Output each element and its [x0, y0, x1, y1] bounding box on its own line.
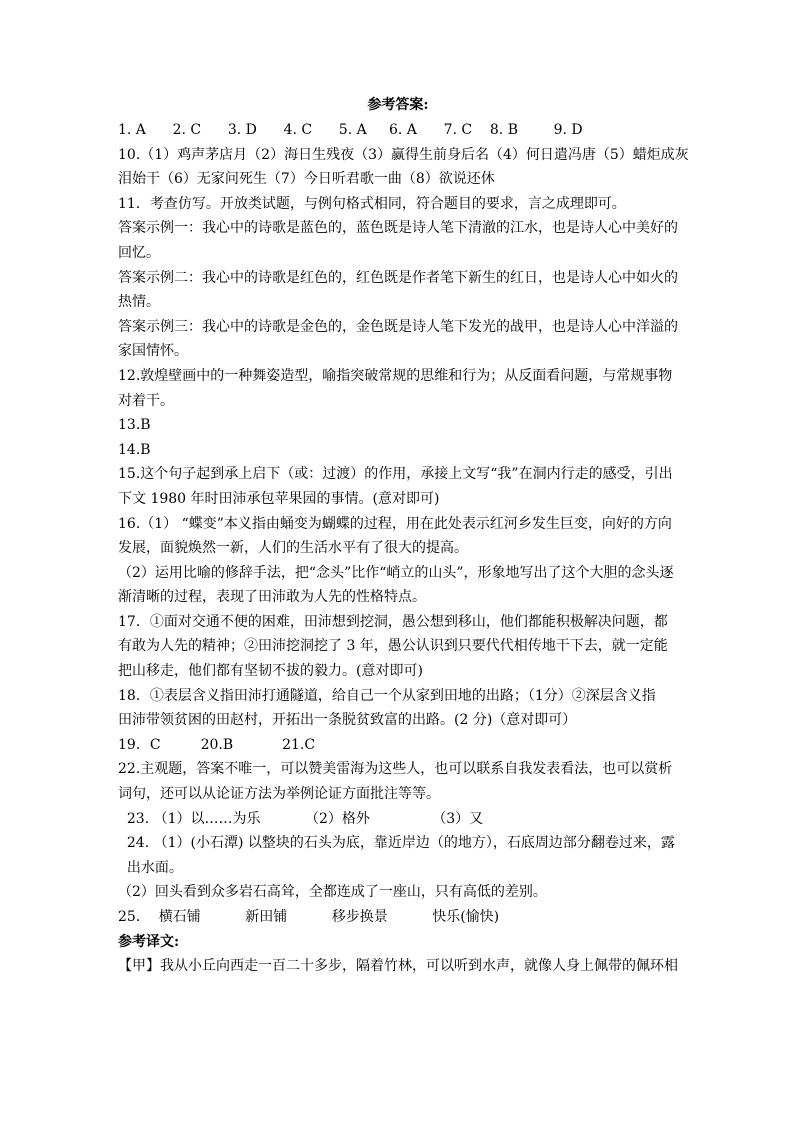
- answer-line: 1. A 2. C 3. D 4. C 5. A 6. A 7. C 8. B 9. D: [118, 122, 583, 138]
- answer-line: 11．考查仿写。开放类试题，与例句格式相同，符合题目的要求，言之成理即可。: [118, 195, 626, 212]
- answer-line: 12.敦煌壁画中的一种舞姿造型，喻指突破常规的思维和行为；从反面看问题，与常规事物: [118, 367, 673, 384]
- page-title: 参考答案:: [367, 97, 429, 113]
- answer-line: 答案示例一：我心中的诗歌是蓝色的，蓝色既是诗人笔下清澈的江水，也是诗人心中美好的: [118, 220, 678, 237]
- answer-line: 10.（1）鸡声茅店月（2）海日生残夜（3）赢得生前身后名（4）何日遣冯唐（5）蜡炬成灰: [118, 146, 689, 163]
- answer-line: 回忆。: [118, 244, 160, 261]
- answer-line: 16.（1） “蝶变”本义指由蛹变为蝴蝶的过程，用在此处表示红河乡发生巨变，向好的方向: [118, 515, 672, 532]
- answer-line: 有敢为人先的精神；②田沛挖洞挖了 3 年，愚公认识到只要代代相传地干下去，就一定能: [118, 638, 668, 655]
- answer-line: 答案示例二：我心中的诗歌是红色的，红色既是作者笔下新生的红日，也是诗人心中如火的: [118, 269, 678, 286]
- answer-line: 23. （1）以……为乐 （2）格外 （3）又: [118, 810, 484, 827]
- answer-line: 田沛带领贫困的田赵村，开拓出一条脱贫致富的出路。(2 分)（意对即可）: [118, 712, 577, 729]
- answer-line: 答案示例三：我心中的诗歌是金色的，金色既是诗人笔下发光的战甲，也是诗人心中洋溢的: [118, 318, 678, 335]
- answer-line: 热情。: [118, 294, 160, 311]
- answer-line: 对着干。: [118, 392, 174, 409]
- answer-line: 19．C 20.B 21.C: [118, 736, 316, 753]
- answer-line: （2）回头看到众多岩石高耸，全都连成了一座山，只有高低的差别。: [118, 884, 547, 901]
- answer-line: 【甲】我从小丘向西走一百二十多步，隔着竹林，可以听到水声，就像人身上佩带的佩环相: [118, 958, 678, 975]
- answer-document: [118, 94, 689, 979]
- answer-line: 25． 横石铺 新田铺 移步换景 快乐(愉快): [118, 909, 500, 925]
- answer-line: （2）运用比喻的修辞手法，把“念头”比作“峭立的山头”，形象地写出了这个大胆的念头逐: [118, 564, 674, 581]
- answer-line: 18．①表层含义指田沛打通隧道，给自己一个从家到田地的出路；（1分）②深层含义指: [118, 687, 656, 704]
- answer-body: [118, 118, 689, 979]
- answer-line: 渐清晰的过程，表现了田沛敢为人先的性格特点。: [118, 589, 426, 606]
- answer-line: 把山移走，他们都有坚韧不拔的毅力。(意对即可): [118, 663, 423, 680]
- answer-line: 词句，还可以从论证方法为举例论证方面批注等等。: [118, 786, 440, 803]
- answer-line: 17．①面对交通不便的困难，田沛想到挖洞，愚公想到移山，他们都能积极解决问题，都: [118, 613, 668, 630]
- answer-line: 13.B: [118, 417, 151, 434]
- answer-line: 泪始干（6）无家问死生（7）今日听君歌一曲（8）欲说还休: [118, 171, 495, 188]
- answer-line: 24. （1）(小石潭) 以整块的石头为底，靠近岸边（的地方），石底周边部分翻卷过来，露: [118, 835, 675, 852]
- answer-line: 15.这个句子起到承上启下（或：过渡）的作用，承接上文写“我”在洞内行走的感受，引出: [118, 466, 673, 483]
- answer-line: 22.主观题，答案不唯一，可以赞美雷海为这些人，也可以联系自我发表看法，也可以赏析: [118, 761, 673, 778]
- answer-line: 下文 1980 年时田沛承包苹果园的事情。(意对即可): [118, 490, 440, 507]
- answer-line: 出水面。: [118, 859, 183, 876]
- answer-line: 参考译文:: [118, 933, 180, 950]
- answer-line: 家国情怀。: [118, 343, 188, 360]
- answer-line: 14.B: [118, 441, 151, 458]
- answer-line: 发展，面貌焕然一新，人们的生活水平有了很大的提高。: [118, 540, 468, 557]
